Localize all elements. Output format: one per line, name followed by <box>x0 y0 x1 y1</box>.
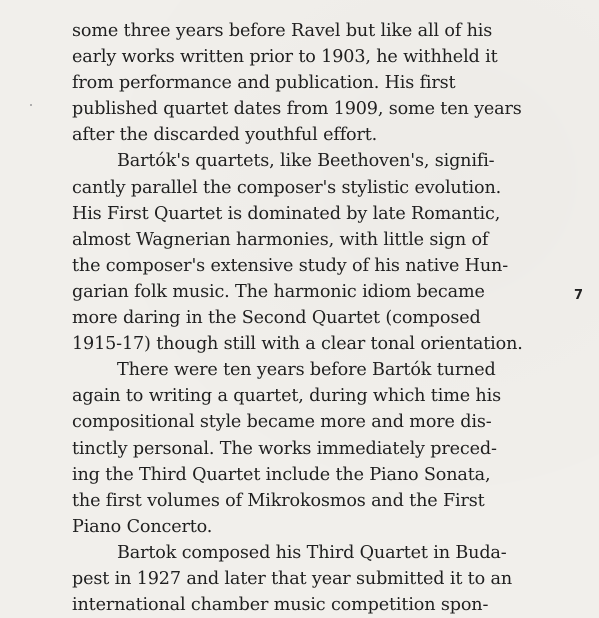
text-line: garian folk music. The harmonic idiom became <box>72 281 485 302</box>
text-line: the first volumes of Mikrokosmos and the First <box>72 490 485 511</box>
text-line: almost Wagnerian harmonies, with little sign of <box>72 229 489 250</box>
text-line: published quartet dates from 1909, some ten years <box>72 99 522 120</box>
paragraph-first-line: There were ten years before Bartók turned <box>117 360 496 381</box>
text-line: again to writing a quartet, during which time his <box>72 386 501 407</box>
text-line: the composer's extensive study of his native Hun- <box>72 255 509 276</box>
text-line: ing the Third Quartet include the Piano Sonata, <box>72 464 491 485</box>
body-text <box>72 18 552 618</box>
paragraph-first-line: Bartók's quartets, like Beethoven's, signifi- <box>117 151 495 172</box>
text-line: Piano Concerto. <box>72 516 213 537</box>
text-line: international chamber music competition spon- <box>72 595 489 616</box>
text-line: compositional style became more and more dis- <box>72 412 492 433</box>
paragraph-first-line: Bartok composed his Third Quartet in Buda- <box>117 542 507 563</box>
print-speck <box>30 104 32 106</box>
text-line: cantly parallel the composer's stylistic evolution. <box>72 177 502 198</box>
text-line: pest in 1927 and later that year submitted it to an <box>72 568 513 589</box>
text-line: after the discarded youthful effort. <box>72 125 378 146</box>
text-line: early works written prior to 1903, he withheld it <box>72 47 498 68</box>
text-line: tinctly personal. The works immediately preced- <box>72 438 497 459</box>
text-line: some three years before Ravel but like all of his <box>72 21 493 41</box>
text-line: more daring in the Second Quartet (composed <box>72 308 481 329</box>
page-number: 7 <box>574 288 584 303</box>
text-line: His First Quartet is dominated by late Romantic, <box>72 203 501 224</box>
text-line: from performance and publication. His first <box>72 73 456 94</box>
text-line: 1915-17) though still with a clear tonal orientation. <box>72 334 523 355</box>
